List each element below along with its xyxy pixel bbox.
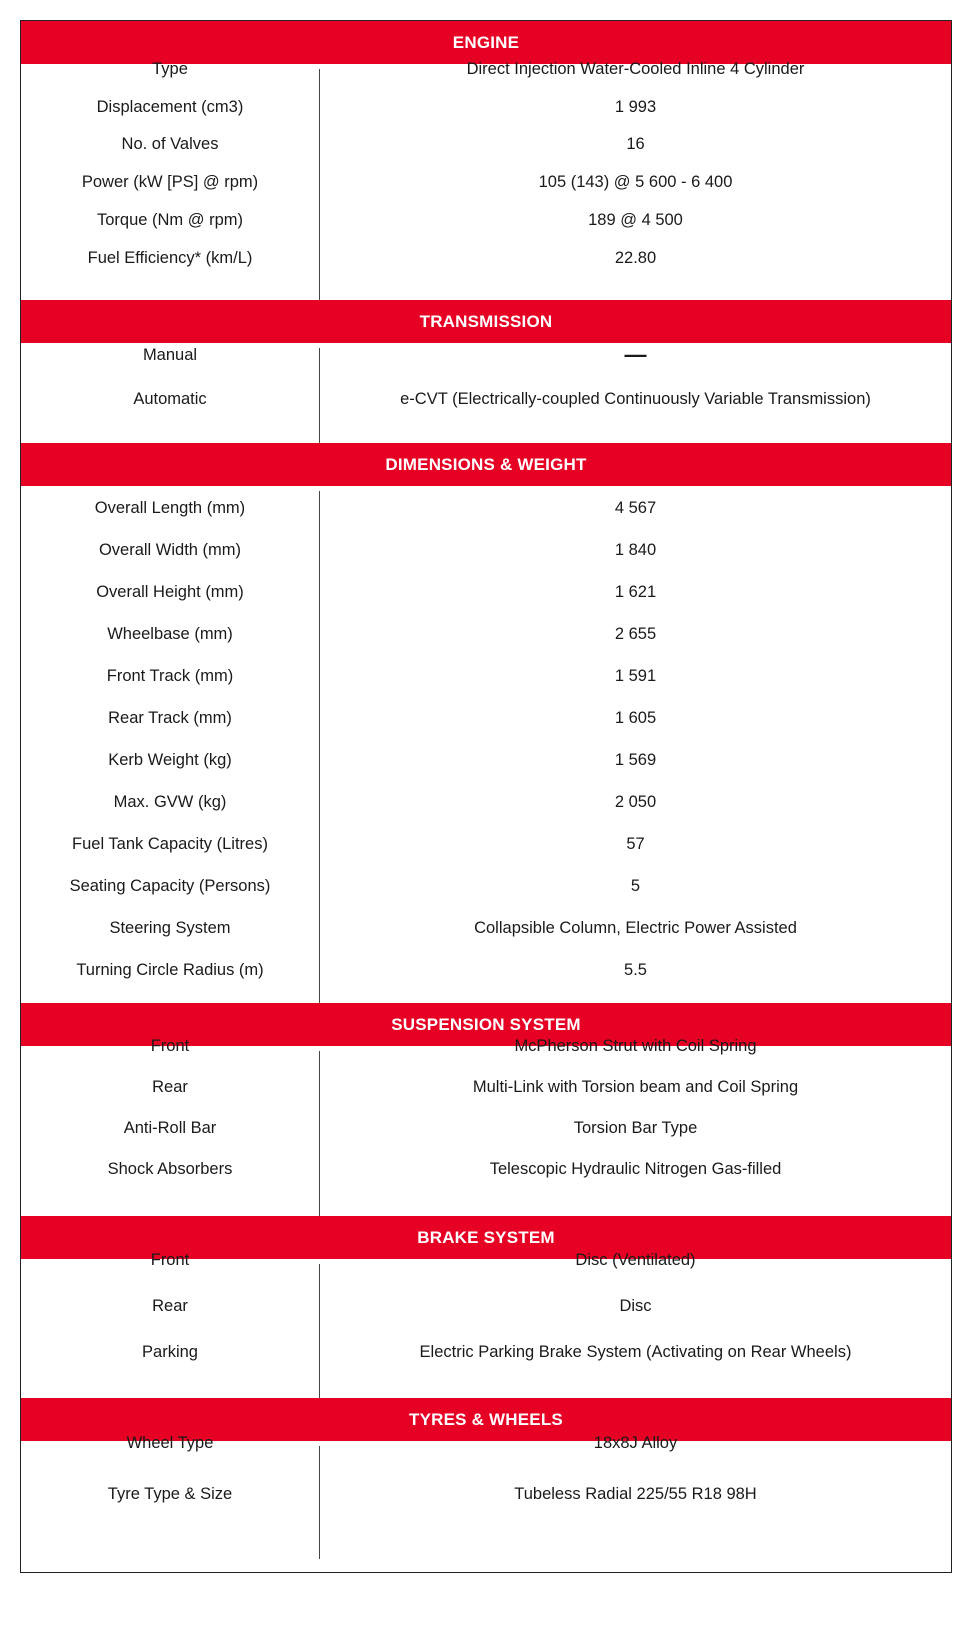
spec-value: 2 655 <box>614 624 657 643</box>
spec-row <box>21 384 951 414</box>
spec-label: Turning Circle Radius (m) <box>76 960 264 979</box>
spec-label: Wheel Type <box>126 1433 214 1452</box>
spec-row <box>21 205 951 235</box>
spec-label: Automatic <box>133 389 207 408</box>
spec-value: Multi-Link with Torsion beam and Coil Spring <box>472 1077 799 1096</box>
spec-value: Direct Injection Water-Cooled Inline 4 Cylinder <box>466 59 805 78</box>
spec-row <box>21 1245 951 1275</box>
spec-label: Overall Length (mm) <box>94 498 246 517</box>
spec-label: Rear <box>152 1296 188 1315</box>
spec-row <box>21 243 951 273</box>
spec-row <box>21 661 951 691</box>
spec-value: 2 050 <box>614 792 657 811</box>
spec-value: 18x8J Alloy <box>593 1433 678 1452</box>
spec-label: Front <box>150 1036 190 1055</box>
spec-value: 189 @ 4 500 <box>588 210 683 229</box>
spec-row <box>21 92 951 122</box>
spec-value: Disc <box>619 1296 652 1315</box>
spec-row <box>21 703 951 733</box>
spec-value: 1 591 <box>614 666 657 685</box>
spec-label: Steering System <box>109 918 231 937</box>
spec-row <box>21 167 951 197</box>
section-header-dimensions-and-weight: DIMENSIONS & WEIGHT <box>21 443 951 486</box>
spec-row <box>21 1031 951 1061</box>
spec-value: 5 <box>630 876 641 895</box>
spec-value: Torsion Bar Type <box>573 1118 698 1137</box>
spec-value: 4 567 <box>614 498 657 517</box>
spec-row <box>21 535 951 565</box>
column-divider <box>319 1264 320 1398</box>
spec-table <box>20 20 952 1573</box>
spec-row <box>21 129 951 159</box>
spec-label: Front Track (mm) <box>106 666 234 685</box>
spec-value: Collapsible Column, Electric Power Assisted <box>474 918 797 937</box>
spec-row <box>21 1428 951 1458</box>
section-header-engine: ENGINE <box>21 21 951 64</box>
spec-value: 16 <box>626 134 645 153</box>
spec-label: Rear Track (mm) <box>108 708 232 727</box>
spec-label: Displacement (cm3) <box>96 97 244 116</box>
spec-label: Torque (Nm @ rpm) <box>96 210 244 229</box>
spec-value: 5.5 <box>624 960 647 979</box>
spec-value: 1 621 <box>614 582 657 601</box>
spec-row <box>21 54 951 84</box>
spec-value: e-CVT (Electrically-coupled Continuously Variable Transmission) <box>400 389 871 408</box>
section-header-transmission: TRANSMISSION <box>21 300 951 343</box>
spec-value: 1 605 <box>614 708 657 727</box>
spec-label: Fuel Efficiency* (km/L) <box>87 248 253 267</box>
spec-label: Max. GVW (kg) <box>113 792 227 811</box>
spec-row <box>21 913 951 943</box>
section-header-suspension-system: SUSPENSION SYSTEM <box>21 1003 951 1046</box>
spec-row <box>21 1154 951 1184</box>
spec-row <box>21 1337 951 1367</box>
spec-row <box>21 577 951 607</box>
spec-label: Seating Capacity (Persons) <box>69 876 271 895</box>
spec-value: 22.80 <box>614 248 657 267</box>
spec-value: Electric Parking Brake System (Activating on Rear Wheels) <box>419 1342 852 1361</box>
spec-label: Rear <box>152 1077 188 1096</box>
spec-row <box>21 340 951 370</box>
spec-label: Power (kW [PS] @ rpm) <box>81 172 259 191</box>
spec-row <box>21 1113 951 1143</box>
spec-value: McPherson Strut with Coil Spring <box>514 1036 757 1055</box>
spec-value: — <box>624 342 647 367</box>
spec-value: 105 (143) @ 5 600 - 6 400 <box>538 172 733 191</box>
spec-label: Type <box>152 59 188 78</box>
spec-label: Manual <box>142 345 198 364</box>
spec-row <box>21 871 951 901</box>
section-body-brake-system <box>21 1259 951 1398</box>
spec-value: 1 569 <box>614 750 657 769</box>
spec-row <box>21 1072 951 1102</box>
spec-row <box>21 493 951 523</box>
spec-value: 1 840 <box>614 540 657 559</box>
section-header-brake-system: BRAKE SYSTEM <box>21 1216 951 1259</box>
spec-value: 1 993 <box>614 97 657 116</box>
spec-row <box>21 829 951 859</box>
spec-label: Front <box>150 1250 190 1269</box>
spec-label: Overall Height (mm) <box>96 582 244 601</box>
spec-label: Tyre Type & Size <box>107 1484 233 1503</box>
spec-label: Fuel Tank Capacity (Litres) <box>72 834 268 853</box>
spec-value: Disc (Ventilated) <box>575 1250 696 1269</box>
spec-row <box>21 787 951 817</box>
spec-row <box>21 619 951 649</box>
spec-value: Tubeless Radial 225/55 R18 98H <box>514 1484 757 1503</box>
spec-label: Kerb Weight (kg) <box>108 750 232 769</box>
spec-label: Overall Width (mm) <box>98 540 242 559</box>
section-header-tyres-and-wheels: TYRES & WHEELS <box>21 1398 951 1441</box>
spec-row <box>21 1291 951 1321</box>
spec-label: Wheelbase (mm) <box>107 624 233 643</box>
spec-label: Parking <box>142 1342 198 1361</box>
spec-value: Telescopic Hydraulic Nitrogen Gas-filled <box>489 1159 782 1178</box>
spec-label: Shock Absorbers <box>107 1159 233 1178</box>
spec-label: No. of Valves <box>121 134 219 153</box>
spec-row <box>21 1479 951 1509</box>
spec-label: Anti-Roll Bar <box>123 1118 217 1137</box>
spec-row <box>21 955 951 985</box>
spec-value: 57 <box>626 834 645 853</box>
spec-row <box>21 745 951 775</box>
